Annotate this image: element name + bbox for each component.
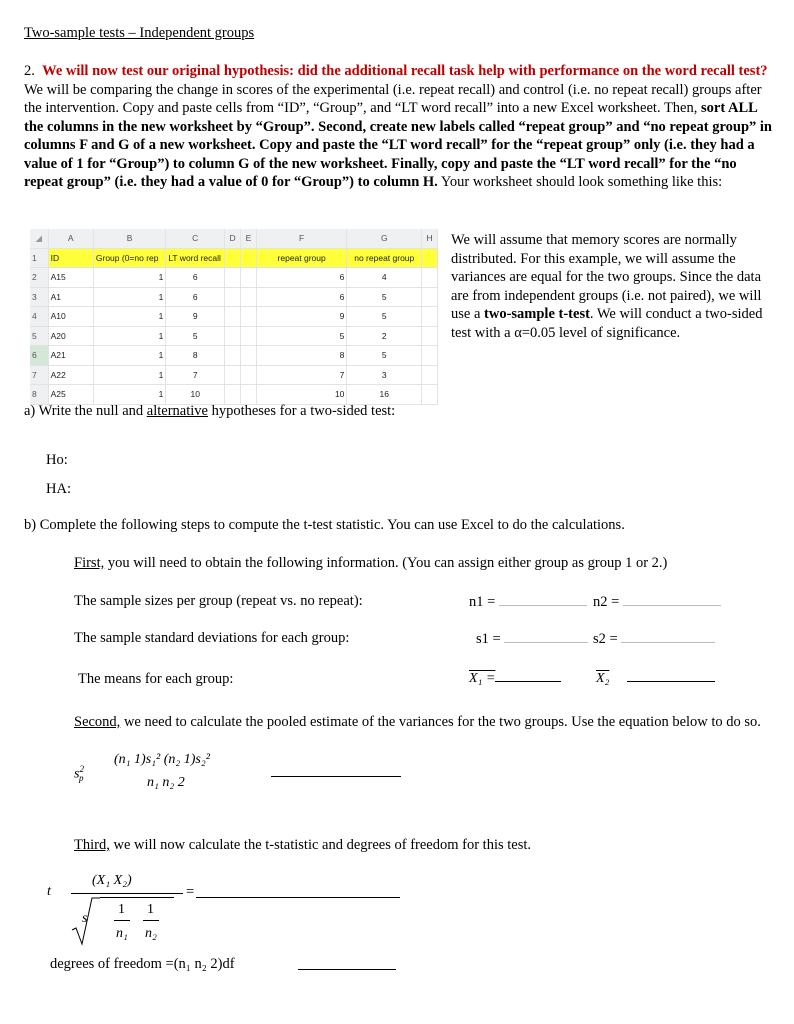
sp-sub: p [78, 773, 84, 784]
x2-field[interactable] [596, 668, 715, 689]
cell-group: 1 [93, 346, 165, 366]
s1-blank[interactable] [504, 629, 588, 643]
df-answer-blank[interactable] [298, 956, 396, 970]
cell-group: 1 [93, 326, 165, 346]
n2-blank[interactable] [623, 592, 721, 606]
cell-repeat: 8 [256, 346, 347, 366]
frac1-bar [114, 920, 130, 921]
x2-label: X₂ [596, 671, 610, 686]
row-number: 7 [30, 365, 48, 385]
alt-hypothesis-label: HA: [46, 481, 71, 497]
x1-blank[interactable] [495, 668, 561, 682]
col-letter: G [347, 229, 422, 248]
s1-label: s1 = [476, 631, 501, 647]
n2-field[interactable] [593, 592, 721, 612]
one-over-n1: 1 [118, 902, 125, 917]
cell-norepeat: 3 [347, 365, 422, 385]
question-2 [24, 62, 774, 192]
t-symbol: t [47, 884, 51, 899]
x1-label: X₁ = [469, 671, 496, 686]
cell-lt: 10 [166, 385, 225, 405]
cell-repeat: 7 [256, 365, 347, 385]
cell-norepeat: 2 [347, 326, 422, 346]
row-number: 5 [30, 326, 48, 346]
pooled-denominator: n₁ n₂ 2 [147, 775, 185, 790]
null-hypothesis-label: Ho: [46, 452, 68, 468]
first-step [74, 554, 774, 573]
pooled-answer-blank[interactable] [271, 763, 401, 777]
q2-intro: We will be comparing the change in scores of the experimental (i.e. repeat recall) and control (i.e. no repeat recall) groups after the intervention. Copy and paste cells from “ID”, “Group”, and “LT word recall” into a new Excel worksheet. Then, [24, 81, 762, 116]
cell-lt: 8 [166, 346, 225, 366]
t-sp [82, 910, 87, 929]
cell-repeat: 9 [256, 307, 347, 327]
cell-lt: 6 [166, 287, 225, 307]
pooled-numerator: (n₁ 1)s₁² (n₂ 1)s₂² [114, 752, 210, 767]
cell-group: 1 [93, 287, 165, 307]
second-text: we need to calculate the pooled estimate of the variances for the two groups. Use the equation below to do so. [120, 714, 761, 730]
t-n2: n₂ [145, 926, 157, 941]
cell-id: A1 [48, 287, 93, 307]
cell-group: 1 [93, 385, 165, 405]
n2-label: n2 = [593, 594, 620, 610]
row-number: 6 [30, 346, 48, 366]
column-header-row [30, 229, 438, 248]
cell-id: A20 [48, 326, 93, 346]
cell-norepeat: 4 [347, 268, 422, 288]
first-text: you will need to obtain the following information. (You can assign either group as group 1 or 2.) [104, 555, 668, 571]
col-letter: H [422, 229, 438, 248]
first-label: First, [74, 555, 105, 571]
cell [241, 248, 257, 268]
cell-id: A10 [48, 307, 93, 327]
t-fraction-bar [71, 893, 183, 894]
cell-group: 1 [93, 268, 165, 288]
cell-lt: 6 [166, 268, 225, 288]
row-number: 4 [30, 307, 48, 327]
s2-field[interactable] [593, 629, 715, 649]
second-label: Second, [74, 714, 121, 730]
question-a [24, 402, 395, 421]
q2-instructions: sort ALL the columns in the new worksheet by “Group”. Second, create new labels called “repeat group” and “no repeat group” in columns F and G of a new worksheet. Copy and paste the “LT word recall” for the “repeat group” only (i.e. they had a value of 1 for “Group”) to column G of the new worksheet. Finally, copy and paste the “LT word recall” for the “no repeat group” (i.e. they had a value of 0 for “Group”) to column H. [24, 100, 772, 190]
cell-norepeat: 16 [347, 385, 422, 405]
t-sp-s: s [82, 911, 88, 926]
select-all-corner: ◢ [30, 229, 48, 248]
third-text: we will now calculate the t-statistic and degrees of freedom for this test. [109, 837, 532, 853]
col-letter: C [166, 229, 225, 248]
second-step [74, 713, 764, 732]
sp-s: s [74, 766, 80, 782]
col-letter: F [256, 229, 347, 248]
question-b: b) Complete the following steps to compute the t-test statistic. You can use Excel to do the calculations. [24, 517, 625, 533]
test-name: two-sample t-test [484, 306, 590, 322]
t-n1: n₁ [116, 926, 128, 941]
one-over-n2: 1 [147, 902, 154, 917]
table-row [30, 248, 438, 268]
s1-field[interactable] [476, 629, 588, 649]
t-equals: = [186, 884, 195, 900]
df-label: degrees of freedom =(n₁ n₂ 2)df [50, 956, 235, 972]
cell-norepeat: 5 [347, 346, 422, 366]
pooled-variance-symbol [74, 760, 83, 788]
col-letter: D [225, 229, 241, 248]
cell-repeat: 5 [256, 326, 347, 346]
n1-label: n1 = [469, 594, 496, 610]
row-number: 3 [30, 287, 48, 307]
q2-closing: Your worksheet should look something like this: [437, 174, 723, 190]
cell-lt: 7 [166, 365, 225, 385]
frac2-bar [143, 920, 159, 921]
page-title: Two-sample tests – Independent groups [24, 25, 255, 41]
table-row [30, 307, 438, 327]
s2-label: s2 = [593, 631, 618, 647]
row-number: 8 [30, 385, 48, 405]
table-row [30, 268, 438, 288]
table-row [30, 346, 438, 366]
t-numerator: (X₁ X₂) [92, 873, 132, 888]
x2-blank[interactable] [627, 668, 715, 682]
table-row [30, 326, 438, 346]
n1-field[interactable] [469, 592, 587, 612]
row-number: 1 [30, 248, 48, 268]
cell-lt-header: LT word recall [166, 248, 225, 268]
col-letter: E [241, 229, 257, 248]
cell-id: A25 [48, 385, 93, 405]
cell [422, 248, 438, 268]
cell-repeat: 10 [256, 385, 347, 405]
cell-repeat: 6 [256, 268, 347, 288]
assumptions-text: We will assume that memory scores are normally distributed. For this example, we will assume the variances are equal for the two groups. Since the data are from independent groups (i.e. not paired), we will use a [451, 232, 762, 322]
x1-field[interactable] [469, 668, 561, 689]
qa-text-end: hypotheses for a two-sided test: [207, 403, 396, 419]
third-label: Third, [74, 837, 110, 853]
means-label: The means for each group: [78, 671, 234, 687]
third-step [74, 836, 531, 855]
hypothesis-question: We will now test our original hypothesis: did the additional recall task help with performance on the word recall test? [42, 63, 768, 79]
assumptions-paragraph [451, 231, 781, 342]
excel-screenshot [30, 229, 438, 399]
cell [225, 248, 241, 268]
cell-norepeat-header: no repeat group [347, 248, 422, 268]
cell-repeat-header: repeat group [256, 248, 347, 268]
assumptions-text-end: . We will conduct a two-sided test with a α=0.05 level of significance. [451, 306, 763, 341]
cell-norepeat: 5 [347, 287, 422, 307]
cell-id: A21 [48, 346, 93, 366]
qa-underlined: alternative [146, 403, 208, 419]
col-letter: B [93, 229, 165, 248]
n1-blank[interactable] [499, 592, 587, 606]
sample-sizes-label: The sample sizes per group (repeat vs. no repeat): [74, 593, 363, 609]
cell-lt: 9 [166, 307, 225, 327]
t-answer-blank[interactable] [196, 884, 400, 898]
sqrt-bar [100, 897, 174, 898]
s2-blank[interactable] [621, 629, 715, 643]
question-number: 2. [24, 63, 35, 79]
cell-id-header: ID [48, 248, 93, 268]
cell-id: A15 [48, 268, 93, 288]
table-row [30, 287, 438, 307]
row-number: 2 [30, 268, 48, 288]
cell-group-header: Group (0=no rep [93, 248, 165, 268]
sp-sup: 2 [79, 764, 84, 774]
table-row [30, 365, 438, 385]
cell-norepeat: 5 [347, 307, 422, 327]
col-letter: A [48, 229, 93, 248]
sd-label: The sample standard deviations for each group: [74, 630, 350, 646]
cell-id: A22 [48, 365, 93, 385]
cell-repeat: 6 [256, 287, 347, 307]
qa-text: a) Write the null and [24, 403, 147, 419]
cell-lt: 5 [166, 326, 225, 346]
cell-group: 1 [93, 307, 165, 327]
cell-group: 1 [93, 365, 165, 385]
